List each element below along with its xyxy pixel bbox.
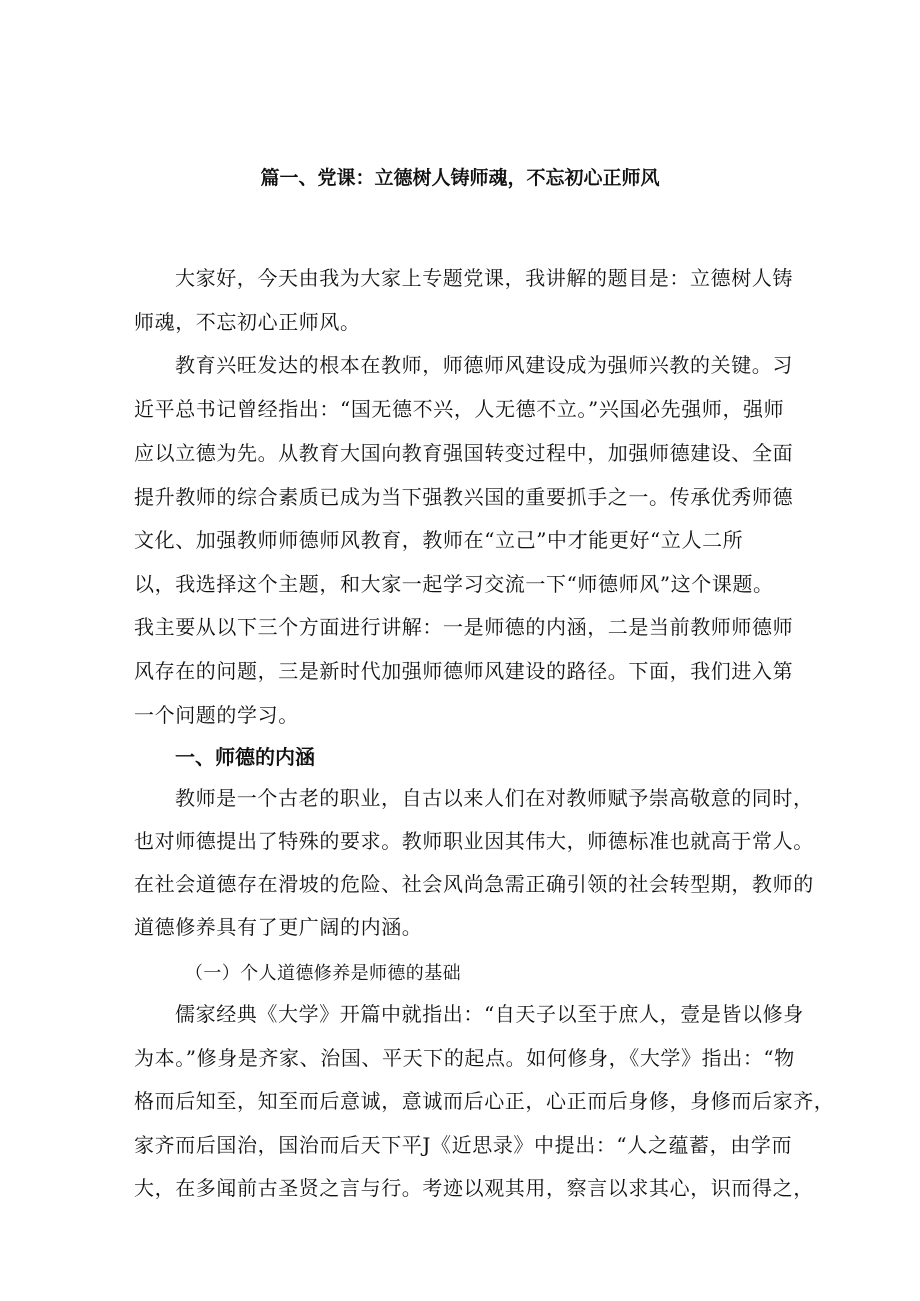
para3-line-2: 为本。”修身是齐家、治国、平天下的起点。如何修身，《大学》指出：“物	[134, 1046, 795, 1070]
para1-line-4: 提升教师的综合素质已成为当下强教兴国的重要抓手之一。传承优秀师德	[134, 485, 794, 509]
para1-line-6: 以，我选择这个主题，和大家一起学习交流一下“师德师风”这个课题。	[134, 572, 774, 596]
para2-line-2: 也对师德提出了特殊的要求。教师职业因其伟大，师德标准也就高于常人。	[134, 829, 814, 853]
intro-line-2: 师魂，不忘初心正师风。	[134, 310, 361, 334]
para1-line-7: 我主要从以下三个方面进行讲解：一是师德的内涵，二是当前教师师德师	[134, 615, 794, 639]
para1-line-1: 教育兴旺发达的根本在教师，师德师风建设成为强师兴教的关键。习	[175, 353, 793, 377]
para3-line-4: 家齐而后国治，国治而后天下平J《近思录》中提出：“人之蕴蓄，由学而	[134, 1133, 793, 1157]
para3-line-3: 格而后知至，知至而后意诚，意诚而后心正，心正而后身修，身修而后家齐，	[134, 1089, 835, 1113]
para1-line-3: 应以立德为先。从教育大国向教育强国转变过程中，加强师德建设、全面	[134, 441, 794, 465]
para1-line-2: 近平总书记曾经指出：“国无德不兴，人无德不立。”兴国必先强师，强师	[134, 397, 785, 421]
subsection-heading: （一）个人道德修养是师德的基础	[185, 963, 461, 984]
para2-line-4: 道德修养具有了更广阔的内涵。	[134, 915, 423, 939]
section-heading: 一、师德的内涵	[175, 745, 315, 769]
intro-line-1: 大家好，今天由我为大家上专题党课，我讲解的题目是：立德树人铸	[175, 266, 793, 290]
para1-line-8: 风存在的问题，三是新时代加强师德师风建设的路径。下面，我们进入第	[134, 659, 794, 683]
para3-line-5: 大，在多闻前古圣贤之言与行。考迹以观其用，察言以求其心，识而得之，	[134, 1176, 814, 1200]
para1-line-5: 文化、加强教师师德师风教育，教师在“立己”中才能更好“立人二所	[134, 528, 744, 552]
para2-line-1: 教师是一个古老的职业，自古以来人们在对教师赋予崇高敬意的同时，	[175, 786, 814, 810]
para3-line-1: 儒家经典《大学》开篇中就指出：“自天子以至于庶人，壹是皆以修身	[175, 1002, 804, 1026]
para2-line-3: 在社会道德存在滑坡的危险、社会风尚急需正确引领的社会转型期，教师的	[134, 872, 814, 896]
para1-line-9: 一个问题的学习。	[134, 703, 299, 727]
document-title: 篇一、党课：立德树人铸师魂，不忘初心正师风	[260, 167, 660, 189]
